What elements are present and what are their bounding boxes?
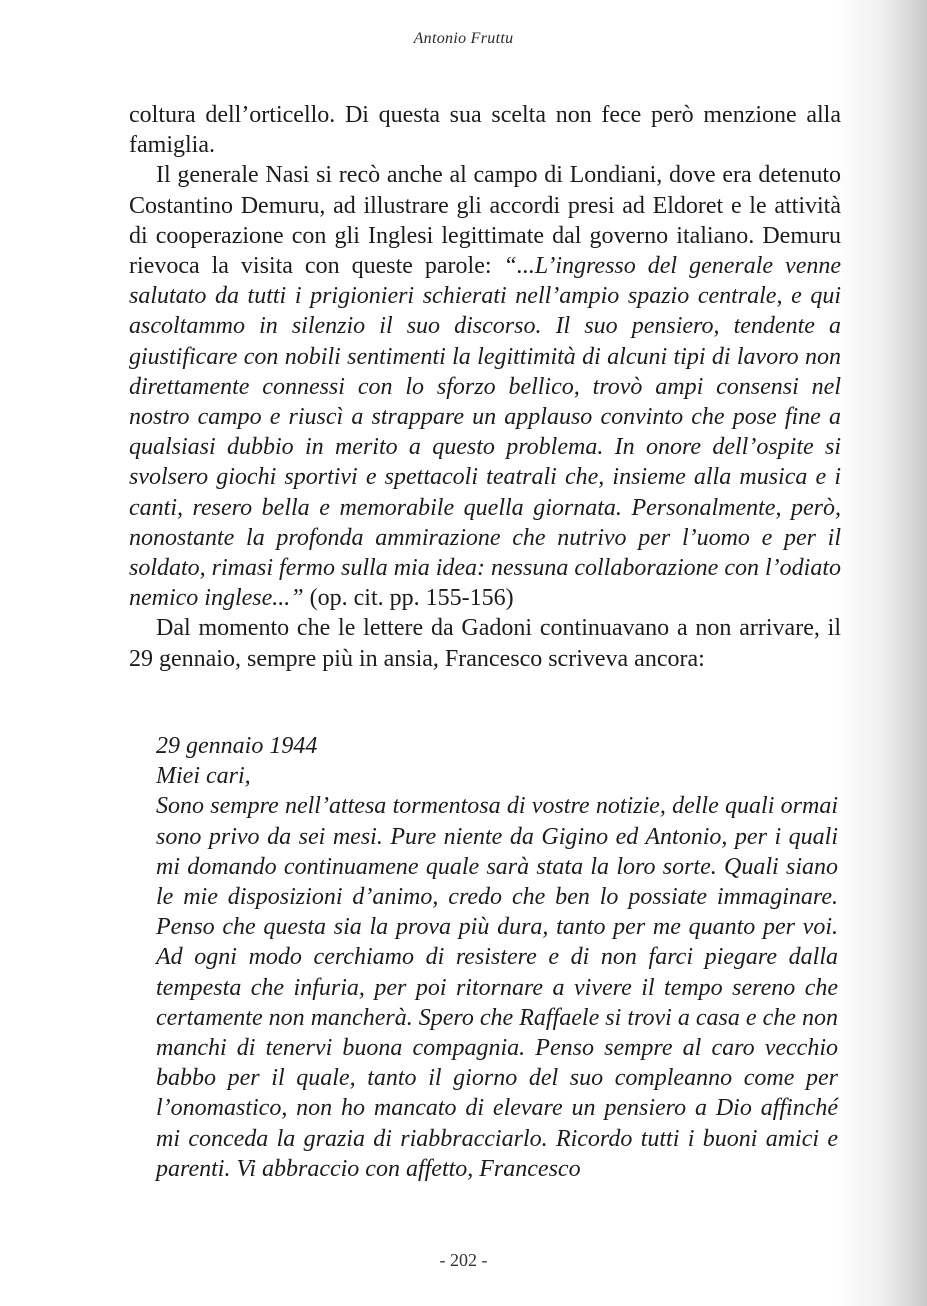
letter-body: Sono sempre nell’attesa tormentosa di vostre notizie, delle quali ormai sono privo da sei mesi. Pure niente da Gigino ed Antonio, per i quali mi domando continuamene quale sarà stata la loro sorte. Quali siano le mie disposizioni d’animo, credo che ben lo possiate immaginare. Penso che questa sia la prova più dura, tanto per me quanto per voi. Ad ogni modo cerchiamo di resistere e di non farci piegare dalla tempesta che infuria, per poi ritornare a vivere il tempo sereno che certamente non mancherà. Spero che Raffaele si trovi a casa e che non manchi di tenervi buona compagnia. Penso sempre al caro vecchio babbo per il quale, tanto il giorno del suo compleanno come per l’onomastico, non ho mancato di elevare un pensiero a Dio affinché mi conceda la grazia di riabbracciarlo. Ricordo tutti i buoni amici e parenti. Vi abbraccio con affetto, Francesco [156, 793, 838, 1182]
demuru-quote: “...L’ingresso del generale venne salutato da tutti i prigionieri schierati nell’ampio spazio centrale, e qui ascoltammo in silenzio il suo discorso. Il suo pensiero, tendente a giustificare con nobili sentimenti la legittimità di alcuni tipi di lavoro non direttamente connessi con lo sforzo bellico, trovò ampi consensi nel nostro campo e riuscì a strappare un applauso convinto che pose fine a qualsiasi dubbio in merito a questo problema. In onore dell’ospite si svolsero giochi sportivi e spettacoli teatrali che, insieme alla musica e i canti, resero bella e memorabile quella giornata. Personalmente, però, nonostante la profonda ammirazione che nutrivo per l’uomo e per il soldato, rimasi fermo sulla mia idea: nessuna collaborazione con l’odiato nemico inglese...” [129, 253, 841, 612]
paragraph-letters-gadoni: Dal momento che le lettere da Gadoni continuavano a non arrivare, il 29 gennaio, sempre più in ansia, Francesco scriveva ancora: [129, 615, 841, 672]
running-head: Antonio Fruttu [413, 30, 514, 47]
paragraph-general-nasi [129, 160, 841, 613]
body-text [129, 100, 841, 674]
letter-date: 29 gennaio 1944 [156, 733, 318, 759]
letter-block [156, 731, 838, 1184]
page-number: - 202 - [439, 1250, 488, 1270]
paragraph-intro-text: Il generale Nasi si recò anche al campo di Londiani, dove era detenuto Costantino Demuru, ad illustrare gli accordi presi ad Eldoret e le attività di cooperazione con gli Inglesi legittimate dal governo italiano. Demuru rievoca la visita con queste parole: [129, 162, 841, 280]
paragraph-continuation: coltura dell’orticello. Di questa sua scelta non fece però menzione alla famiglia. [129, 102, 841, 159]
quote-citation: (op. cit. pp. 155-156) [303, 585, 514, 612]
letter-salutation: Miei cari, [156, 763, 251, 790]
